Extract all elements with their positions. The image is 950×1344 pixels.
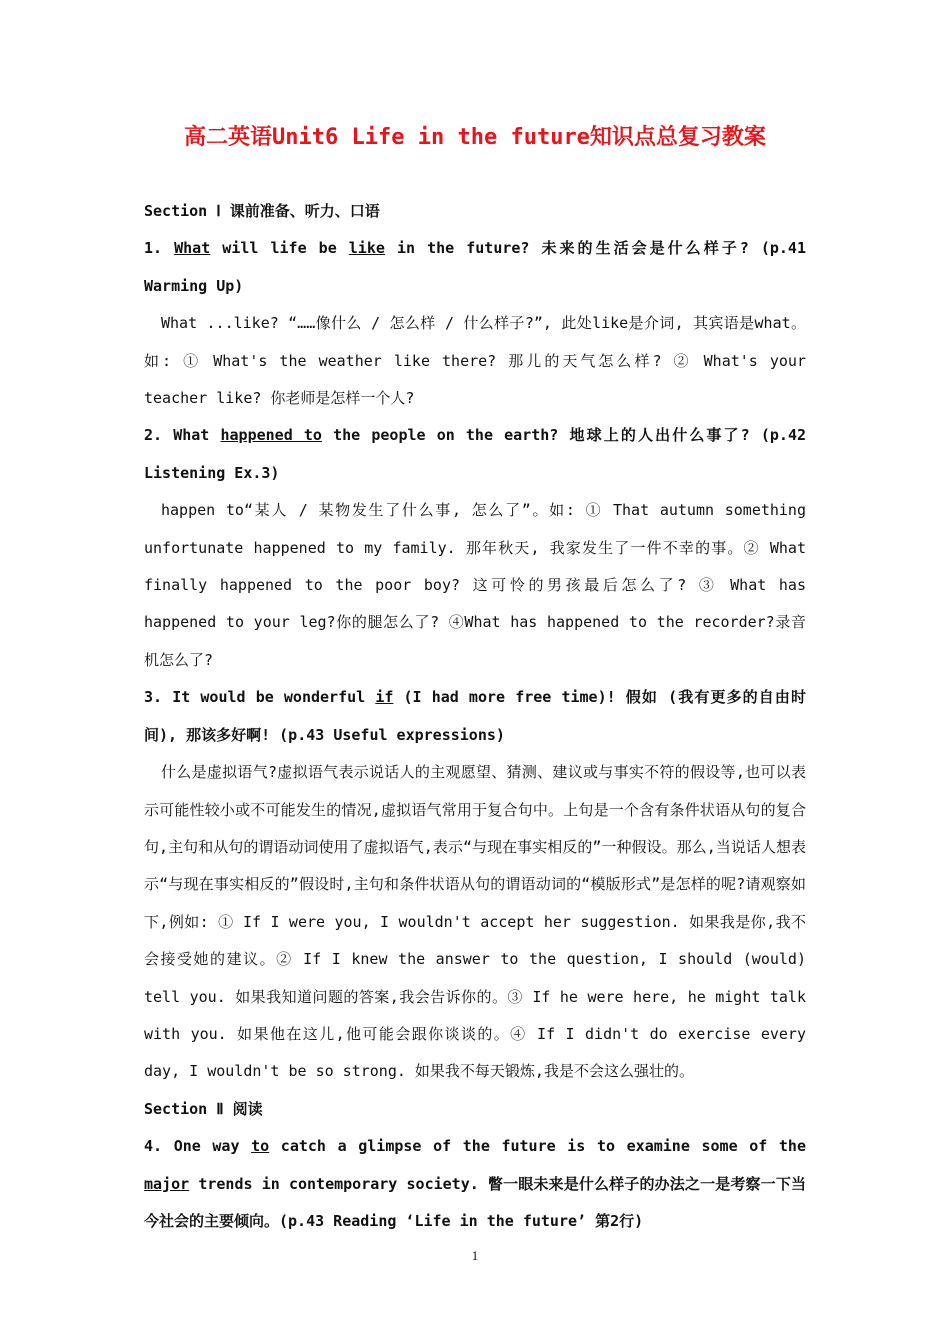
item-2-heading [144,417,806,492]
item-2-phrase-happened-to: happened to [220,426,322,445]
item-3-word-if: if [375,688,394,707]
item-4-number: 4. [144,1137,163,1156]
item-4-word-major: major [144,1174,190,1193]
item-3-explanation: 什么是虚拟语气?虚拟语气表示说话人的主观愿望、猜测、建议或与事实不符的假设等,也可以表示可能性较小或不可能发生的情况,虚拟语气常用于复合句中。上句是一个含有条件状语从句的复合句,主句和从句的谓语动词使用了虚拟语气,表示“与现在事实相反的”一种假设。那么,当说话人想表示“与现在事实相反的”假设时,主句和条件状语从句的谓语动词的“模版形式”是怎样的呢?请观察如下,例如: ① If I were you, I wouldn't accept her suggestion. 如果我是你,我不会接受她的建议。② If I knew the answer to the question, I should (would) tell you. 如果我知道问题的答案,我会告诉你的。③ If he were here, he might talk with you. 如果他在这儿,他可能会跟你谈谈的。④ If I didn't do exercise every day, I wouldn't be so strong. 如果我不每天锻炼,我是不会这么强壮的。 [144,763,806,1081]
document-body [144,193,806,1240]
item-4-word-to: to [251,1137,270,1156]
item-3-text-a: It would be wonderful [172,688,376,707]
item-1-number: 1. [144,239,163,258]
item-4-text-a: One way [173,1137,252,1156]
item-1-explanation: What ...like? “……像什么 / 怎么样 / 什么样子?”, 此处like是介词, 其宾语是what。如: ① What's the weather like there? 那儿的天气怎么样? ② What's your teacher like? 你老师是怎样一个人? [144,314,806,408]
item-1-text-a: will life be [210,239,349,258]
section-heading-2: Section Ⅱ 阅读 [144,1099,263,1118]
item-3-text-b: (I had more free time)! 假如 (我有更多的自由时间), 那该多好啊! (p.43 Useful expressions) [144,688,806,744]
item-2-text-b: the people on the earth? 地球上的人出什么事了? (p.42 Listening Ex.3) [144,426,807,482]
item-4-heading [144,1128,806,1240]
item-3-number: 3. [144,688,163,707]
item-2-number: 2. [144,426,163,445]
item-1-heading [144,230,806,305]
section-heading-1: Section Ⅰ 课前准备、听力、口语 [144,202,380,220]
item-4-text-b: catch a glimpse of the future is to examine some of the [269,1137,806,1156]
item-1-text-b: in the future? 未来的生活会是什么样子? (p.41 Warming Up) [144,239,806,295]
document-title: 高二英语Unit6 Life in the future知识点总复习教案 [184,125,766,150]
item-4-text-c: trends in contemporary society. 瞥一眼未来是什么样子的办法之一是考察一下当今社会的主要倾向。(p.43 Reading ‘Life in the future’ 第2行) [144,1174,806,1230]
item-1-word-like: like [348,239,385,258]
item-2-text-a: What [173,426,221,445]
page-number: 1 [471,1248,479,1263]
item-1-word-what: What [174,239,211,258]
item-2-explanation: happen to“某人 / 某物发生了什么事, 怎么了”。如: ① That autumn something unfortunate happened to my family. 那年秋天, 我家发生了一件不幸的事。② What finally happened to the poor boy? 这可怜的男孩最后怎么了? ③ What has happened to your leg?你的腿怎么了? ④What has happened to the recorder?录音机怎么了? [144,501,806,669]
item-3-heading [144,679,806,754]
